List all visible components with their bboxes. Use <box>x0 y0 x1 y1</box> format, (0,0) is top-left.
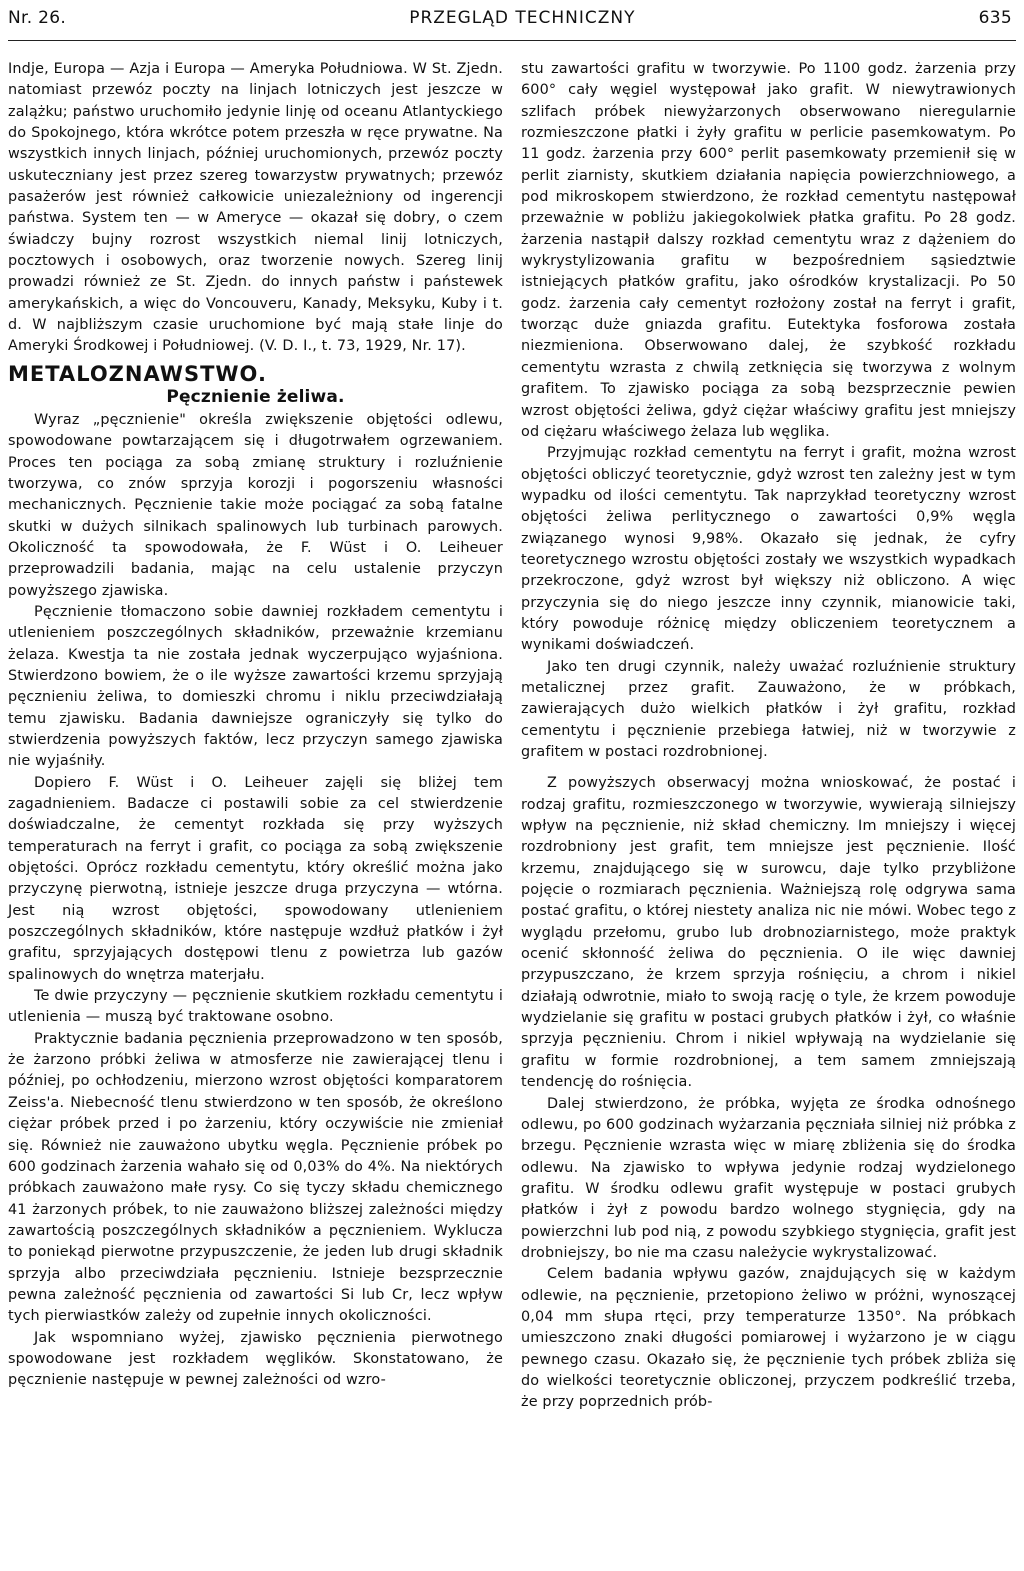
running-head <box>8 8 1016 34</box>
right-column <box>521 59 1016 1414</box>
paragraph: Dalej stwierdzono, że próbka, wyjęta ze środka odnośnego odlewu, po 600 godzinach wyżarzania pęczniała silniej niż próbka z brzegu. Pęcznienie wzrasta więc w miarę zbliżenia się do środka odlewu. Na zjawisko to wpływa jedynie rodzaj wydzielonego grafitu. W środku odlewu grafit występuje w postaci grubych płatków i żył z powodu bardzo wolnego stygnięcia, gdy na powierzchni lub pod nią, z powodu szybkiego stygnięcia, grafit jest drobniejszy, bo nie ma czasu należycie wykrystalizować. <box>521 1095 1016 1261</box>
paragraph: Jak wspomniano wyżej, zjawisko pęcznienia pierwotnego spowodowane jest rozkładem węglików. Skonstatowano, że pęcznienie następuje w pewnej zależności od wzro- <box>8 1329 503 1389</box>
article-heading: Pęcznienie żeliwa. <box>166 386 345 407</box>
paragraph: Praktycznie badania pęcznienia przeprowadzono w ten sposób, że żarzono próbki żeliwa w atmosferze nie zawierającej tlenu i później, po ochłodzeniu, mierzono wzrost objętości komparatorem Zeiss'a. Niebecność tlenu stwierdzono w ten sposób, że określono ciężar próbek przed i po żarzeniu, który oczywiście nie zmieniał się. Również nie zauważono ubytku węgla. Pęcznienie próbek po 600 godzinach żarzenia wahało się od 0,03% do 4%. Na niektórych próbkach zauważono małe rysy. Co się tyczy składu chemicznego 41 żarzonych próbek, to nie zauważono bliższej zależności między zawartością poszczególnych składników a pęcznieniem. Wyklucza to poniekąd pierwotne przypuszczenie, że jeden lub drugi składnik sprzyja albo przeciwdziała pęcznieniu. Istnieje bezsprzecznie pewna zależność pęcznienia od zawartości Si lub Cr, lecz wpływ tych pierwiastków zależy od zupełnie innych okoliczności. <box>8 1030 503 1325</box>
paragraph: Jako ten drugi czynnik, należy uważać rozluźnienie struktury metalicznej przez grafit. Zauważono, że w próbkach, zawierających dużo wielkich płatków i żył grafitu, rozkład cementytu i pęcznienie przebiega łatwiej, niż w tworzywie z grafitem w postaci rozdrobnionej. <box>521 658 1016 760</box>
journal-title: PRZEGLĄD TECHNICZNY <box>409 8 636 28</box>
paragraph: Te dwie przyczyny — pęcznienie skutkiem rozkładu cementytu i utlenienia — muszą być traktowane osobno. <box>8 988 503 1026</box>
paragraph: Pęcznienie tłomaczono sobie dawniej rozkładem cementytu i utlenieniem poszczególnych składników, przeważnie krzemianu żelaza. Kwestja ta nie została jednak wyczerpująco wyjaśniona. Stwierdzono bowiem, że o ile wyższe zawartości krzemu sprzyjają pęcznieniu żeliwa, to domieszki chromu i niklu przeciwdziałają temu zjawisku. Badania dawniejsze ograniczyły się tylko do stwierdzenia powyższych faktów, lecz przyczyn samego zjawiska nie wyjaśniły. <box>8 603 503 770</box>
header-rule <box>8 40 1016 41</box>
paragraph: Dopiero F. Wüst i O. Leiheuer zajęli się bliżej tem zagadnieniem. Badacze ci postawili sobie za cel stwierdzenie doświadczalne, że cementyt rozkłada się przy wyższych temperaturach na ferryt i grafit, co pociąga za sobą zwiększenie objętości. Oprócz rozkładu cementytu, który określić można jako przyczynę pierwotną, istnieje jeszcze druga przyczyna — wtórna. Jest nią wzrost objętości, spowodowany utlenieniem poszczególnych składników, które następuje wzdłuż płatków i żył grafitu, sprzyjających dostępowi tlenu z powietrza lub gazów spalinowych do wnętrza materjału. <box>8 774 503 983</box>
paragraph: Z powyższych obserwacyj można wnioskować, że postać i rodzaj grafitu, rozmieszczonego w tworzywie, wywierają silniejszy wpływ na pęcznienie, niż skład chemiczny. Im mniejszy i więcej rozdrobniony jest grafit, tem mniejsze jest pęcznienie. Ilość krzemu, znajdującego się w surowcu, daje tylko przybliżone pojęcie o rozmiarach pęcznienia. Ważniejszą rolę odgrywa sama postać grafitu, o której niestety analiza nic nie mówi. Wobec tego z wyglądu przełomu, grubo lub drobnoziarnistego, może praktyk ocenić skłonność żeliwa do pęcznienia. O ile więc dawniej przypuszczano, że krzem sprzyja rośnięciu, a chrom i nikiel działają odwrotnie, miało to swoją rację o tyle, że krzem powoduje wydzielanie się grafitu w postaci grubych płatków i żył, co właśnie sprzyja pęcznieniu. Chrom i nikiel wpływają na wydzielanie się grafitu w formie rozdrobnionej, a tem samem zmniejszają tendencję do rośnięcia. <box>521 775 1016 1091</box>
paragraph: Przyjmując rozkład cementytu na ferryt i grafit, można wzrost objętości obliczyć teoretycznie, gdyż wzrost ten zależny jest w tym wypadku od ilości cementytu. Tak naprzykład teoretyczny wzrost objętości żeliwa perlitycznego o zawartości 0,9% węgla związanego wynosi 9,98%. Okazało się jednak, że cyfry teoretycznego wzrostu objętości zostały we wszystkich wypadkach przekroczone, gdyż wzrost był większy niż obliczono. A więc przyczynia się do niego jeszcze inny czynnik, mianowicie taki, który powoduje różnicę między obliczeniem teoretycznem a wynikami doświadczeń. <box>521 445 1016 654</box>
text-columns <box>8 59 1016 1414</box>
page-number: 635 <box>978 8 1012 28</box>
paragraph: stu zawartości grafitu w tworzywie. Po 1100 godz. żarzenia przy 600° cały węgiel występował jako grafit. W niewytrawionych szlifach próbek niewyżarzonych obserwowano nieregularnie rozmieszczone płatki i żyły grafitu w perlicie pasemkowatym. Po 11 godz. żarzenia przy 600° perlit pasemkowaty przemienił się w perlit ziarnisty, skutkiem działania napięcia powierzchniowego, a pod mikroskopem stwierdzono, że rozkład cementytu następował przeważnie w pobliżu jakiegokolwiek płatka grafitu. Po 28 godz. żarzenia nastąpił dalszy rozkład cementytu wraz z dążeniem do wykrystylizowania grafitu w bezpośredniem sąsiedztwie istniejących płatków grafitu, jako ośrodków krystalizacji. Po 50 godz. żarzenia cały cementyt rozłożony został na ferryt i grafit, tworząc duże gniazda grafitu. Eutektyka fosforowa została niezmieniona. Obserwowano dalej, że szybkość rozkładu cementytu wzrasta z chwilą zetknięcia się tworzywa z wolnym grafitem. To zjawisko pociąga za sobą bezsprzecznie pewien wzrost objętości żeliwa, gdyż ciężar właściwy grafitu jest mniejszy od ciężaru właściwego żelaza lub węglika. <box>521 61 1016 440</box>
paragraph: Celem badania wpływu gazów, znajdujących się w każdym odlewie, na pęcznienie, przetopiono żeliwo w próżni, wynoszącej 0,04 mm słupa rtęci, przy temperaturze 1350°. Na próbkach umieszczono znaki długości pomiarowej i wyżarzono je w ciągu pewnego czasu. Okazało się, że pęcznienie tych próbek zbliża się do wielkości teoretycznie obliczonej, przyczem podkreślić trzeba, że przy poprzednich prób- <box>521 1266 1016 1411</box>
paragraph: Wyraz „pęcznienie" określa zwiększenie objętości odlewu, spowodowane powtarzającem się i długotrwałem ogrzewaniem. Proces ten pociąga za sobą zmianę struktury i rozluźnienie tworzywa, co znów sprzyja korozji i pogorszeniu własności mechanicznych. Pęcznienie takie może pociągać za sobą fatalne skutki w dużych silnikach spalinowych lub turbinach parowych. Okoliczność ta spowodowała, że F. Wüst i O. Leiheuer przeprowadzili badania, mając na celu ustalenie przyczyn powyższego zjawiska. <box>8 411 503 599</box>
issue-number: Nr. 26. <box>8 8 67 28</box>
intro-paragraph: Indje, Europa — Azja i Europa — Ameryka Południowa. W St. Zjedn. natomiast przewóz poczty na linjach lotniczych jest jeszcze w zalążku; państwo uruchomiło jedynie linję od oceanu Atlantyckiego do Spokojnego, która wkrótce potem przeszła w ręce prywatne. Na wszystkich innych linjach, później uruchomionych, przewóz poczty uskuteczniany jest przez szereg towarzystw prywatnych; przewóz pasażerów jest również całkowicie uniezależniony od ingerencji państwa. System ten — w Ameryce — okazał się dobry, o czem świadczy bujny rozrost wszystkich niemal linij lotniczych, pocztowych i osobowych, oraz tworzenie nowych. Szereg linij prowadzi również ze St. Zjedn. do innych państw i państewek amerykańskich, a więc do Voncouveru, Kanady, Meksyku, Kuby i t. d. W najbliższym czasie uruchomione być mają stałe linje do Ameryki Środkowej i Południowej. (V. D. I., t. 73, 1929, Nr. 17). <box>8 61 503 355</box>
left-column <box>8 59 503 1414</box>
section-heading: METALOZNAWSTWO. <box>8 361 267 386</box>
